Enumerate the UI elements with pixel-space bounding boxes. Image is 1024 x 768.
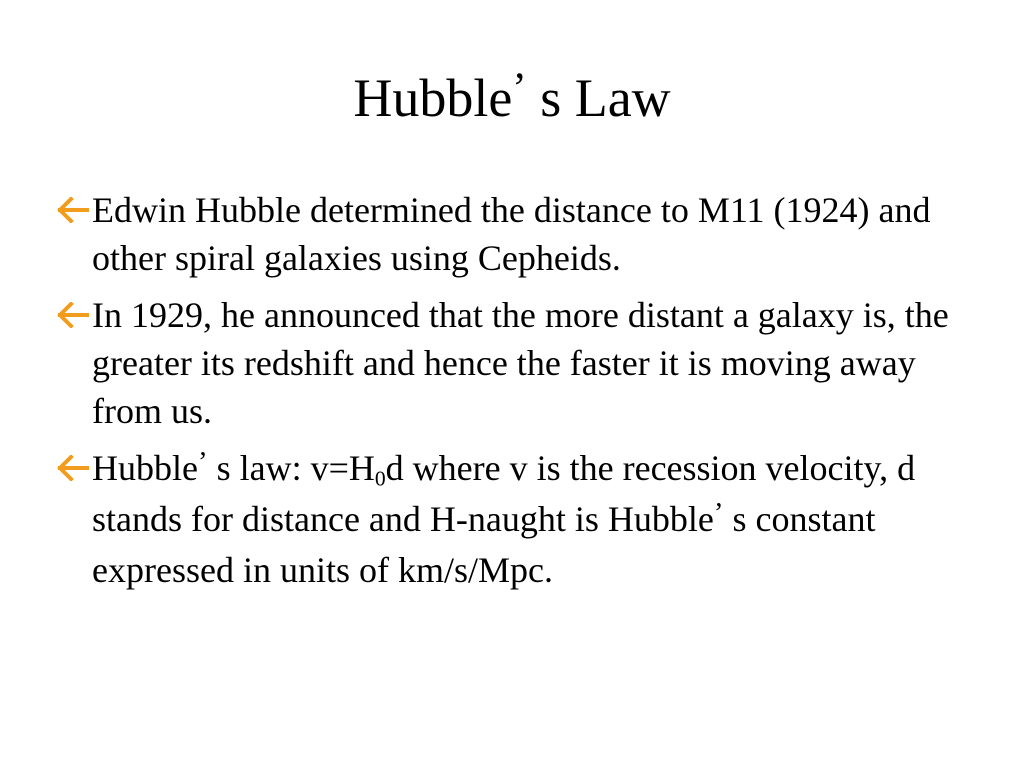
bullet-item-hubbles-law xyxy=(56,444,986,594)
left-arrow-icon xyxy=(56,186,90,234)
left-arrow-icon xyxy=(56,444,90,492)
slide-title xyxy=(0,66,1024,135)
title-text-end: s Law xyxy=(526,68,671,128)
bullet-text-part-2: s law: v=H xyxy=(207,448,375,488)
title-text-start: Hubble xyxy=(353,68,513,128)
left-arrow-icon xyxy=(56,291,90,339)
bullet-apostrophe-2: ’ xyxy=(713,496,724,529)
title-apostrophe: ’ xyxy=(512,65,527,113)
bullet-text: Edwin Hubble determined the distance to M11 (1924) and other spiral galaxies using Cepheids. xyxy=(92,190,931,278)
bullet-item-1929-announcement xyxy=(56,291,986,435)
bullet-list xyxy=(56,186,986,603)
bullet-text-part-3: d where v is the recession velocity, d stands for distance and H-naught is Hubble xyxy=(92,448,916,539)
bullet-text: In 1929, he announced that the more distant a galaxy is, the greater its redshift and hence the faster it is moving away from us. xyxy=(92,295,949,431)
bullet-text-part-4: s constant expressed in units of km/s/Mpc. xyxy=(92,499,876,590)
bullet-text-part-1: Hubble xyxy=(92,448,198,488)
bullet-apostrophe-1: ’ xyxy=(197,445,208,478)
hubble-constant-subscript: 0 xyxy=(374,466,386,491)
bullet-item-edwin-hubble xyxy=(56,186,986,282)
